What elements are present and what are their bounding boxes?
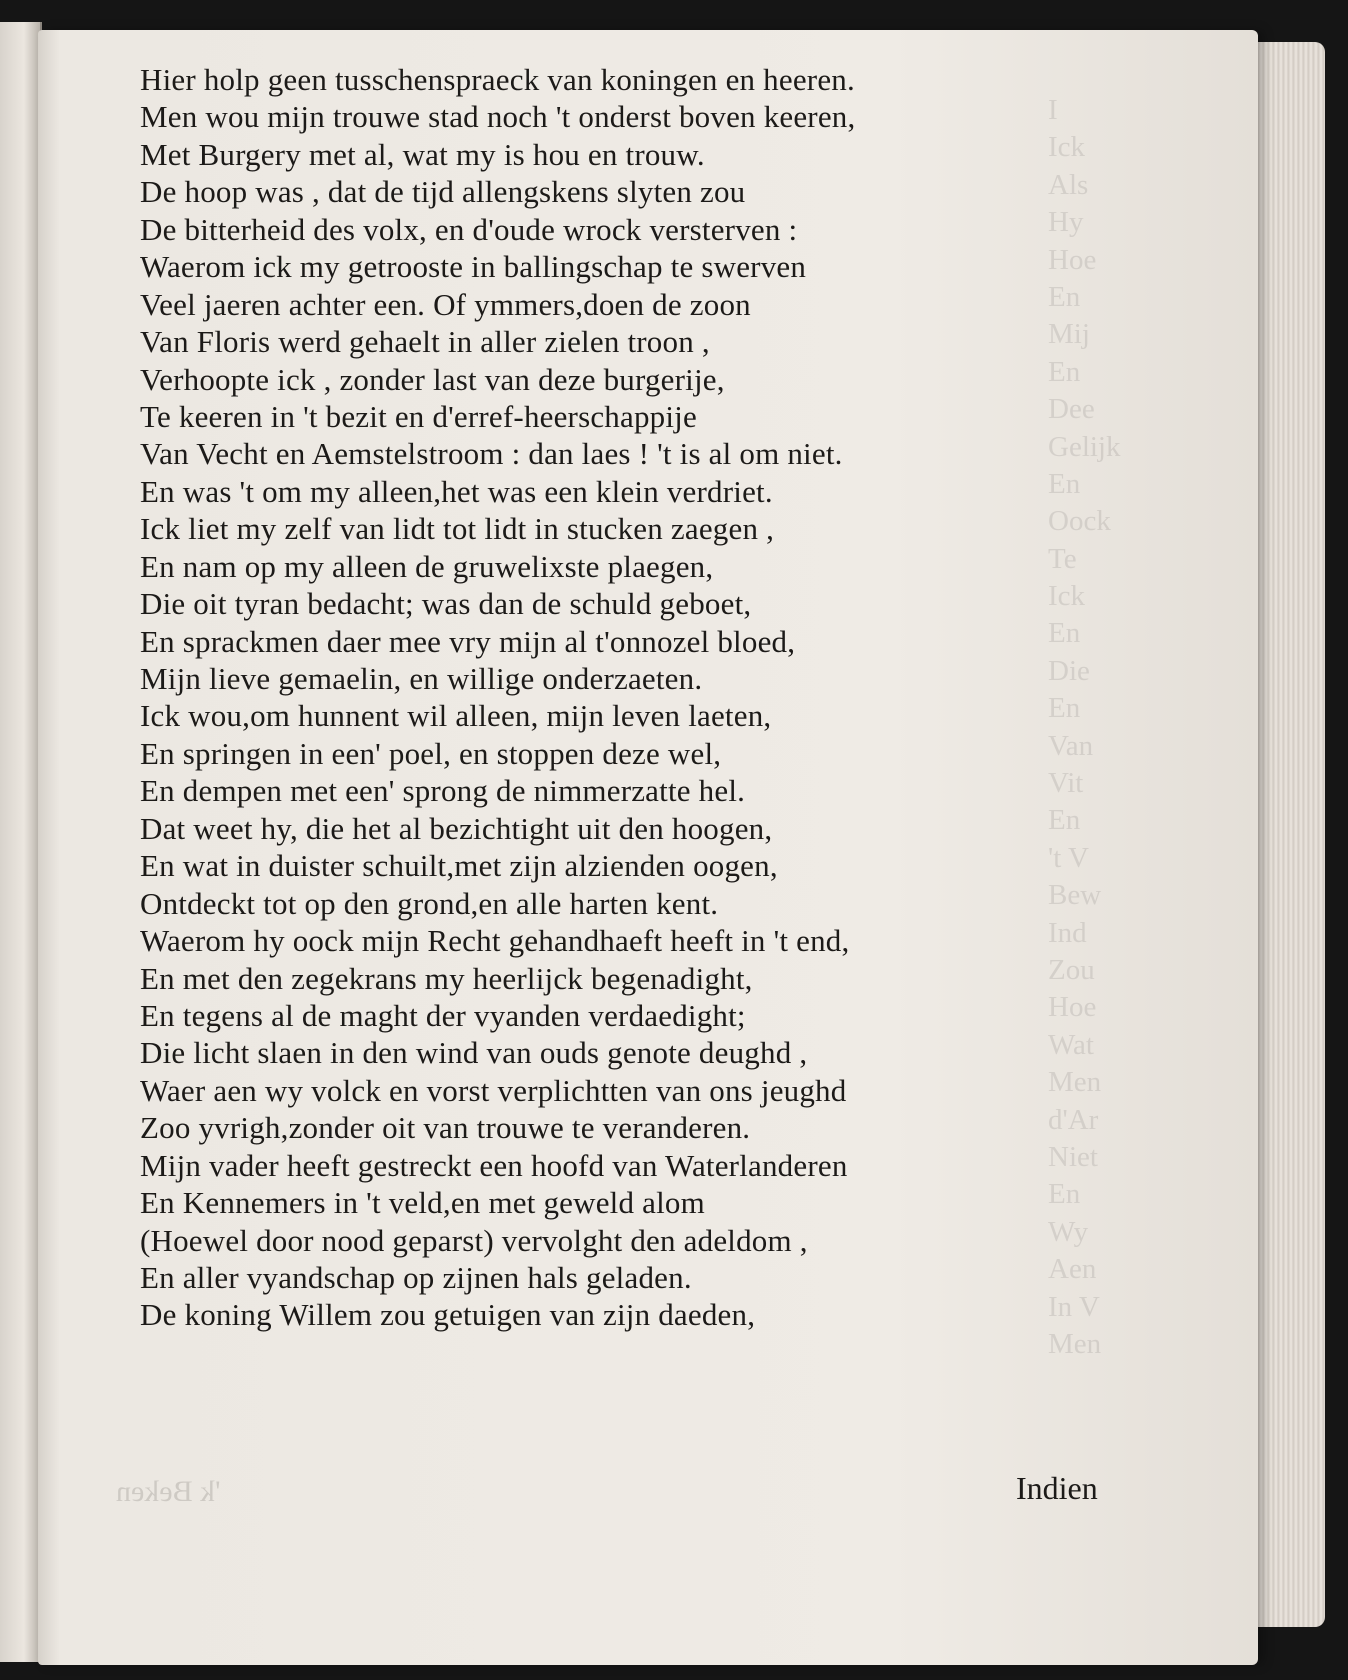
show-through-line: Oock [1048, 505, 1111, 538]
show-through-line: Ick [1048, 580, 1086, 613]
show-through-line: In V [1048, 1290, 1100, 1323]
verse-line: De bitterheid des volx, en d'oude wrock versterven : [140, 211, 798, 247]
verse-line: En Kennemers in 't veld,en met geweld alom [140, 1185, 705, 1221]
show-through-line: En [1048, 804, 1081, 837]
verse-line: Zoo yvrigh,zonder oit van trouwe te veranderen. [140, 1110, 751, 1146]
verse-line: En dempen met een' sprong de nimmerzatte hel. [140, 773, 746, 809]
show-through-line: Aen [1048, 1253, 1097, 1286]
show-through-line: Die [1048, 654, 1090, 687]
verse-line: (Hoewel door nood geparst) vervolght den adeldom , [140, 1222, 808, 1258]
show-through-line: Mij [1048, 318, 1090, 351]
show-through-line: Hoe [1048, 991, 1097, 1024]
verse-line: Waerom hy oock mijn Recht gehandhaeft heeft in 't end, [140, 923, 850, 959]
show-through-line: Hoe [1048, 243, 1097, 276]
verse-line: En springen in een' poel, en stoppen deze wel, [140, 735, 722, 771]
show-through-line: Ind [1048, 916, 1087, 949]
show-through-line: Zou [1048, 953, 1095, 986]
verse-line: Dat weet hy, die het al bezichtight uit den hoogen, [140, 810, 773, 846]
verse-line: Waer aen wy volck en vorst verplichtten van ons jeughd [140, 1072, 847, 1108]
show-through-line: Niet [1048, 1140, 1098, 1173]
verse-line: Met Burgery met al, wat my is hou en trouw. [140, 136, 705, 172]
verse-line: Mijn vader heeft gestreckt een hoofd van Waterlanderen [140, 1147, 848, 1183]
verse-line: Verhoopte ick , zonder last van deze burgerije, [140, 361, 725, 397]
show-through-catchword: 'k Beken [116, 1475, 221, 1508]
show-through-line: En [1048, 692, 1081, 725]
verse-line: En sprackmen daer mee vry mijn al t'onnozel bloed, [140, 623, 796, 659]
show-through-line: Wat [1048, 1028, 1094, 1061]
verse-line: En met den zegekrans my heerlijck begenadight, [140, 960, 753, 996]
show-through-line: I [1048, 94, 1058, 126]
verse-line: En wat in duister schuilt,met zijn alzienden oogen, [140, 848, 778, 884]
show-through-line: En [1048, 617, 1081, 650]
show-through-line: Te [1048, 542, 1077, 575]
verse-line: Ick liet my zelf van lidt tot lidt in stucken zaegen , [140, 511, 775, 547]
show-through-line: Gelijk [1048, 430, 1121, 463]
verse-line: Van Vecht en Aemstelstroom : dan laes ! 't is al om niet. [140, 436, 843, 472]
show-through-line: Als [1048, 168, 1089, 201]
show-through-line: En [1048, 355, 1081, 388]
show-through-line: En [1048, 467, 1081, 500]
show-through-line: Men [1048, 1066, 1102, 1099]
verse-line: En was 't om my alleen,het was een klein verdriet. [140, 473, 773, 509]
show-through-line: En [1048, 280, 1081, 313]
verse-line: En aller vyandschap op zijnen hals geladen. [140, 1260, 692, 1295]
show-through-line: Bew [1048, 879, 1102, 912]
verse-line: Van Floris werd gehaelt in aller zielen troon , [140, 324, 710, 360]
verse-line: De koning Willem zou getuigen van zijn daeden, [140, 1297, 756, 1333]
show-through-line: Men [1048, 1327, 1102, 1360]
book-page [38, 30, 1258, 1665]
verse-line: Men wou mijn trouwe stad noch 't onderst boven keeren, [140, 99, 856, 135]
show-through-line: Ick [1048, 131, 1086, 164]
verse-line: De hoop was , dat de tijd allengskens slyten zou [140, 174, 746, 210]
show-through-line: Van [1048, 729, 1094, 762]
verse-line: Mijn lieve gemaelin, en willige onderzaeten. [140, 661, 703, 696]
verse-line: Te keeren in 't bezit en d'erref-heerschappije [140, 398, 697, 434]
verse-line: Ontdeckt tot op den grond,en alle harten kent. [140, 885, 719, 921]
show-through-line: Hy [1048, 206, 1084, 239]
left-page-edge [0, 22, 42, 1662]
poem-text [140, 61, 1100, 1334]
show-through-line: 't V [1048, 841, 1089, 874]
verse-line: En nam op my alleen de gruwelixste plaegen, [140, 548, 714, 584]
verse-line: Veel jaeren achter een. Of ymmers,doen de zoon [140, 286, 751, 322]
show-through-line: d'Ar [1048, 1103, 1099, 1136]
show-through-line: Dee [1048, 393, 1095, 426]
verse-line: Die oit tyran bedacht; was dan de schuld geboet, [140, 586, 752, 622]
catchword: Indien [1016, 1470, 1098, 1506]
show-through-line: Wy [1048, 1215, 1089, 1248]
verse-line: Hier holp geen tusschenspraeck van koningen en heeren. [140, 62, 855, 97]
verse-line: En tegens al de maght der vyanden verdaedight; [140, 997, 746, 1033]
show-through-line: Vit [1048, 767, 1084, 800]
verse-line: Ick wou,om hunnent wil alleen, mijn leven laeten, [140, 698, 772, 734]
show-through-line: En [1048, 1178, 1081, 1211]
verse-line: Die licht slaen in den wind van ouds genote deughd , [140, 1035, 808, 1071]
verse-line: Waerom ick my getrooste in ballingschap te swerven [140, 249, 807, 285]
